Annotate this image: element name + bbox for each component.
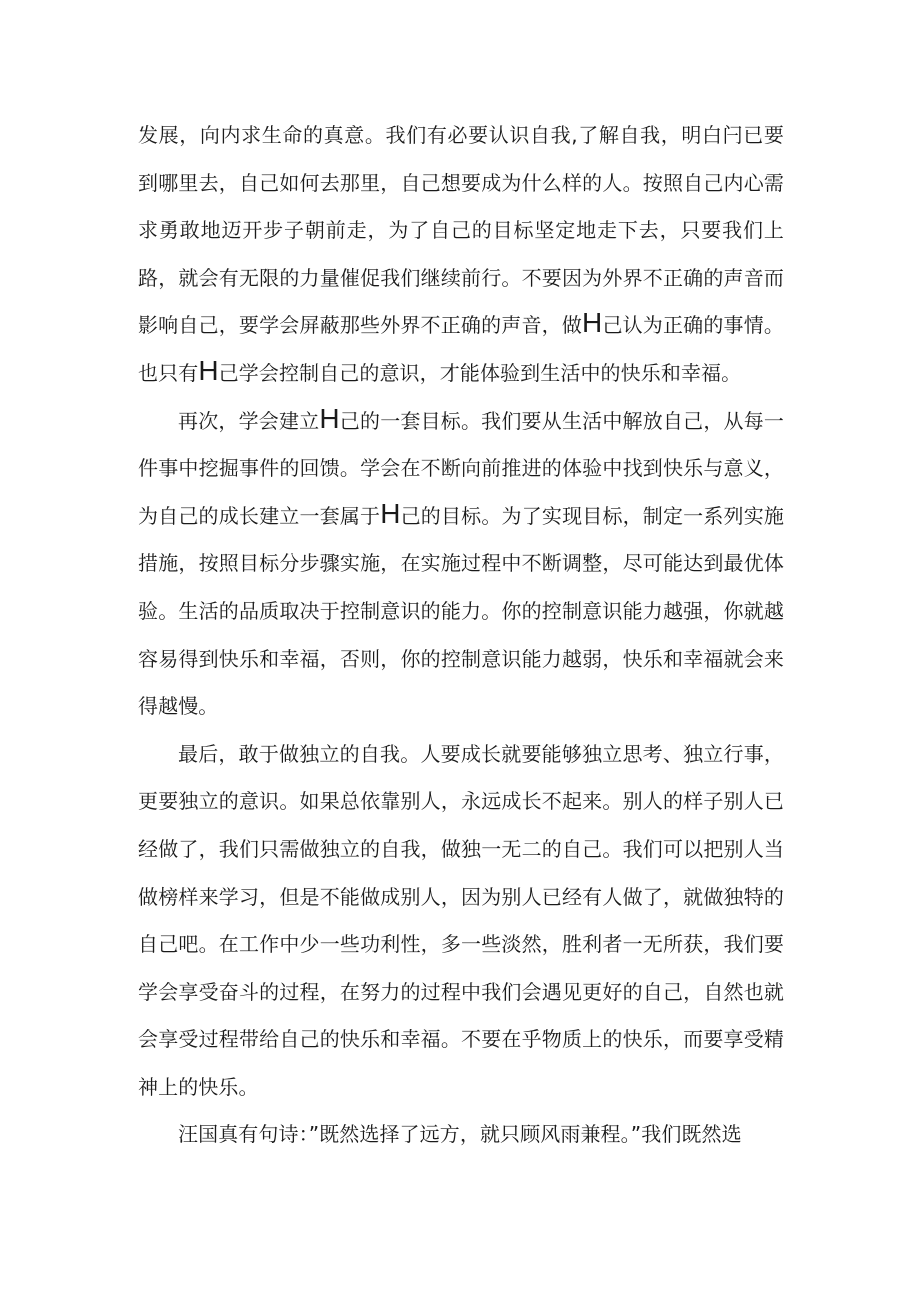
- text-segment: 己的目标。为了实现目标，制定一系列实施措施，按照目标分步骤实施，在实施过程中不断调整，尽可能达到最优体验。生活的品质取决于控制意识的能力。你的控制意识能力越强，你就越容易得到快乐和幸福，否则，你的控制意识能力越弱，快乐和幸福就会来得越慢。: [138, 503, 785, 719]
- ocr-glyph-h: H: [319, 402, 340, 434]
- ocr-glyph-h: H: [380, 497, 401, 529]
- text-segment: 发展，向内求生命的真意。我们有必要认识自我,了解自我，明白闩已要到哪里去，自己如何去那里，自己想要成为什么样的人。按照自己内心需求勇敢地迈开步子朝前走，为了自己的目标坚定地走下去，只要我们上路，就会有无限的力量催促我们继续前行。不要因为外界不正确的声音而影响自己，要学会屏蔽那些外界不正确的声音，做: [138, 123, 784, 338]
- text-segment: 己学会控制自己的意识，才能体验到生活中的快乐和幸福。: [218, 360, 742, 385]
- paragraph-1: [138, 112, 784, 398]
- paragraph-4: [138, 1111, 784, 1159]
- paragraph-3: [138, 731, 784, 1112]
- text-segment: 己的一套目标。我们要从生活中解放自己，从每一件事中挖掘事件的回馈。学会在不断向前推进的体验中找到快乐与意义，为自己的成长建立一套属于: [138, 408, 785, 528]
- document-body: [138, 112, 784, 1159]
- paragraph-2: [138, 398, 784, 731]
- text-segment: 最后，敢于做独立的自我。人要成长就要能够独立思考、独立行事，更要独立的意识。如果总依靠别人，永远成长不起来。别人的样子别人已经做了，我们只需做独立的自我，做独一无二的自己。我们可以把别人当做榜样来学习，但是不能做成别人，因为别人已经有人做了，就做独特的自己吧。在工作中少一些功利性，多一些淡然，胜利者一无所获，我们要学会享受奋斗的过程，在努力的过程中我们会遇见更好的自己，自然也就会享受过程带给自己的快乐和幸福。不要在乎物质上的快乐，而要享受精神上的快乐。: [138, 741, 784, 1099]
- text-segment: 己认为正确的事情。也只有: [138, 313, 785, 385]
- text-segment: 再次，学会建立: [178, 408, 320, 433]
- ocr-glyph-h: H: [198, 354, 219, 386]
- ocr-glyph-h: H: [582, 307, 603, 339]
- text-segment: 汪国真有句诗：”既然选择了远方，就只顾风雨兼程。”我们既然选: [178, 1122, 742, 1147]
